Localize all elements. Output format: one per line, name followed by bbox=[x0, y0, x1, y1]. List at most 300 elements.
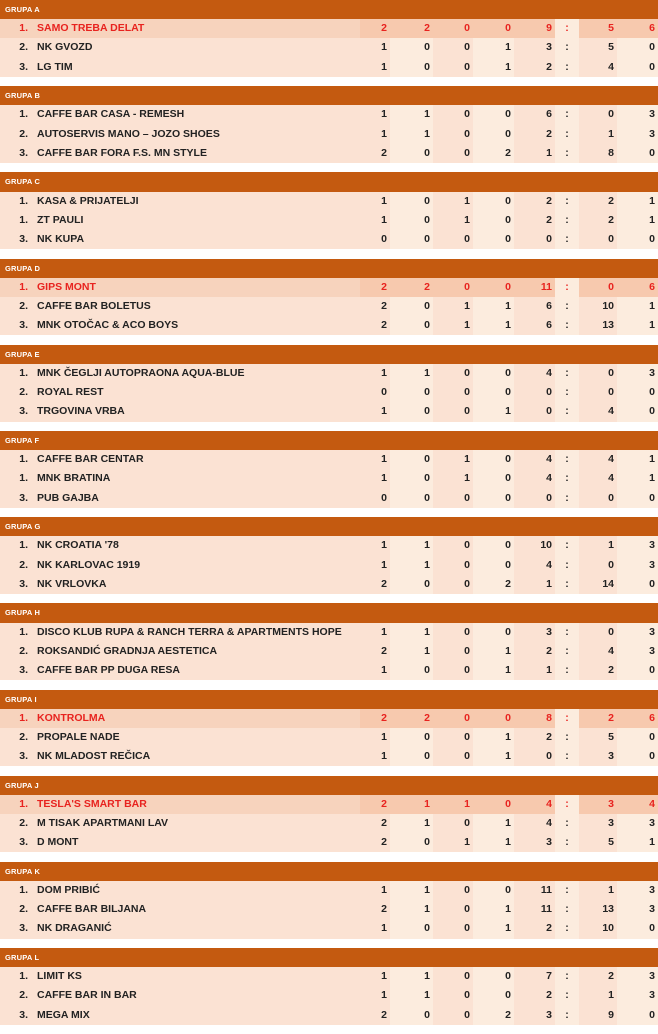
goals-for-cell: 3 bbox=[514, 1006, 555, 1025]
group-table bbox=[0, 0, 658, 86]
stat-cell: 0 bbox=[390, 450, 433, 469]
table-row bbox=[0, 105, 658, 124]
points-cell: 3 bbox=[617, 556, 658, 575]
goals-against-cell: 5 bbox=[579, 833, 617, 852]
group-title: GRUPA D bbox=[5, 263, 41, 273]
group-title: GRUPA F bbox=[5, 435, 40, 445]
rank-cell: 1. bbox=[0, 211, 31, 230]
goals-for-cell: 2 bbox=[514, 642, 555, 661]
goals-for-cell: 9 bbox=[514, 19, 555, 38]
group-header bbox=[0, 345, 658, 364]
rank-cell: 1. bbox=[0, 105, 31, 124]
rank-cell: 3. bbox=[0, 58, 31, 77]
group-header bbox=[0, 862, 658, 881]
score-separator: : bbox=[555, 364, 579, 383]
goals-for-cell: 2 bbox=[514, 192, 555, 211]
stat-cell: 1 bbox=[360, 58, 390, 77]
team-name-cell: CAFFE BAR BOLETUS bbox=[31, 297, 360, 316]
table-row bbox=[0, 469, 658, 488]
goals-against-cell: 0 bbox=[579, 230, 617, 249]
score-separator: : bbox=[555, 575, 579, 594]
stat-cell: 1 bbox=[360, 728, 390, 747]
stat-cell: 1 bbox=[360, 364, 390, 383]
stat-cell: 1 bbox=[360, 469, 390, 488]
stat-cell: 1 bbox=[473, 661, 514, 680]
stat-cell: 2 bbox=[360, 316, 390, 335]
group-title: GRUPA I bbox=[5, 694, 37, 704]
rank-cell: 3. bbox=[0, 575, 31, 594]
group-header bbox=[0, 517, 658, 536]
table-row bbox=[0, 402, 658, 421]
goals-for-cell: 11 bbox=[514, 881, 555, 900]
stat-cell: 0 bbox=[390, 192, 433, 211]
stat-cell: 1 bbox=[473, 297, 514, 316]
goals-against-cell: 2 bbox=[579, 709, 617, 728]
stat-cell: 0 bbox=[473, 795, 514, 814]
rank-cell: 2. bbox=[0, 986, 31, 1005]
group-table bbox=[0, 431, 658, 517]
goals-against-cell: 13 bbox=[579, 900, 617, 919]
table-row bbox=[0, 230, 658, 249]
group-header bbox=[0, 603, 658, 622]
team-name-cell: NK KUPA bbox=[31, 230, 360, 249]
stat-cell: 1 bbox=[473, 402, 514, 421]
stat-cell: 1 bbox=[390, 364, 433, 383]
stat-cell: 1 bbox=[360, 881, 390, 900]
rank-cell: 3. bbox=[0, 747, 31, 766]
stat-cell: 0 bbox=[390, 489, 433, 508]
rank-cell: 3. bbox=[0, 919, 31, 938]
points-cell: 1 bbox=[617, 192, 658, 211]
stat-cell: 1 bbox=[433, 211, 473, 230]
group-table bbox=[0, 862, 658, 948]
group-title: GRUPA C bbox=[5, 177, 41, 187]
score-separator: : bbox=[555, 383, 579, 402]
stat-cell: 0 bbox=[433, 814, 473, 833]
rank-cell: 2. bbox=[0, 900, 31, 919]
points-cell: 4 bbox=[617, 795, 658, 814]
goals-for-cell: 1 bbox=[514, 575, 555, 594]
score-separator: : bbox=[555, 211, 579, 230]
score-separator: : bbox=[555, 795, 579, 814]
stat-cell: 1 bbox=[360, 661, 390, 680]
stat-cell: 1 bbox=[360, 919, 390, 938]
points-cell: 0 bbox=[617, 58, 658, 77]
score-separator: : bbox=[555, 728, 579, 747]
goals-for-cell: 4 bbox=[514, 450, 555, 469]
goals-for-cell: 4 bbox=[514, 814, 555, 833]
team-name-cell: CAFFE BAR CASA - REMESH bbox=[31, 105, 360, 124]
group-title: GRUPA G bbox=[5, 522, 41, 532]
goals-for-cell: 2 bbox=[514, 125, 555, 144]
table-row bbox=[0, 125, 658, 144]
goals-for-cell: 4 bbox=[514, 469, 555, 488]
table-row bbox=[0, 489, 658, 508]
stat-cell: 0 bbox=[433, 105, 473, 124]
stat-cell: 0 bbox=[433, 728, 473, 747]
goals-against-cell: 0 bbox=[579, 364, 617, 383]
table-row bbox=[0, 642, 658, 661]
team-name-cell: NK KARLOVAC 1919 bbox=[31, 556, 360, 575]
stat-cell: 0 bbox=[473, 469, 514, 488]
group-title: GRUPA K bbox=[5, 866, 41, 876]
stat-cell: 0 bbox=[433, 125, 473, 144]
stat-cell: 0 bbox=[473, 125, 514, 144]
goals-for-cell: 2 bbox=[514, 211, 555, 230]
table-row bbox=[0, 383, 658, 402]
goals-for-cell: 2 bbox=[514, 58, 555, 77]
goals-against-cell: 2 bbox=[579, 967, 617, 986]
stat-cell: 0 bbox=[390, 402, 433, 421]
stat-cell: 1 bbox=[433, 469, 473, 488]
stat-cell: 0 bbox=[390, 1006, 433, 1025]
stat-cell: 0 bbox=[433, 364, 473, 383]
stat-cell: 0 bbox=[473, 881, 514, 900]
stat-cell: 0 bbox=[433, 58, 473, 77]
goals-for-cell: 2 bbox=[514, 986, 555, 1005]
stat-cell: 1 bbox=[390, 795, 433, 814]
stat-cell: 0 bbox=[473, 967, 514, 986]
goals-for-cell: 2 bbox=[514, 919, 555, 938]
table-row bbox=[0, 1006, 658, 1025]
goals-for-cell: 4 bbox=[514, 364, 555, 383]
points-cell: 3 bbox=[617, 105, 658, 124]
goals-for-cell: 6 bbox=[514, 105, 555, 124]
rank-cell: 3. bbox=[0, 144, 31, 163]
score-separator: : bbox=[555, 1006, 579, 1025]
rank-cell: 2. bbox=[0, 125, 31, 144]
rank-cell: 1. bbox=[0, 623, 31, 642]
group-title: GRUPA E bbox=[5, 349, 40, 359]
score-separator: : bbox=[555, 19, 579, 38]
goals-for-cell: 3 bbox=[514, 623, 555, 642]
points-cell: 1 bbox=[617, 211, 658, 230]
score-separator: : bbox=[555, 623, 579, 642]
table-row bbox=[0, 536, 658, 555]
stat-cell: 0 bbox=[390, 230, 433, 249]
goals-against-cell: 1 bbox=[579, 125, 617, 144]
group-table bbox=[0, 517, 658, 603]
team-name-cell: NK DRAGANIĆ bbox=[31, 919, 360, 938]
group-header bbox=[0, 0, 658, 19]
stat-cell: 0 bbox=[390, 661, 433, 680]
stat-cell: 0 bbox=[433, 919, 473, 938]
stat-cell: 2 bbox=[360, 795, 390, 814]
stat-cell: 0 bbox=[433, 402, 473, 421]
stat-cell: 1 bbox=[390, 967, 433, 986]
goals-against-cell: 3 bbox=[579, 795, 617, 814]
team-name-cell: TRGOVINA VRBA bbox=[31, 402, 360, 421]
table-row bbox=[0, 709, 658, 728]
rank-cell: 3. bbox=[0, 661, 31, 680]
stat-cell: 1 bbox=[390, 900, 433, 919]
table-row bbox=[0, 19, 658, 38]
stat-cell: 0 bbox=[473, 623, 514, 642]
goals-against-cell: 4 bbox=[579, 469, 617, 488]
stat-cell: 0 bbox=[433, 900, 473, 919]
score-separator: : bbox=[555, 881, 579, 900]
points-cell: 0 bbox=[617, 661, 658, 680]
stat-cell: 0 bbox=[390, 469, 433, 488]
stat-cell: 1 bbox=[473, 814, 514, 833]
stat-cell: 1 bbox=[433, 192, 473, 211]
stat-cell: 1 bbox=[473, 316, 514, 335]
rank-cell: 1. bbox=[0, 364, 31, 383]
score-separator: : bbox=[555, 900, 579, 919]
goals-against-cell: 0 bbox=[579, 623, 617, 642]
stat-cell: 1 bbox=[390, 105, 433, 124]
table-row bbox=[0, 38, 658, 57]
table-row bbox=[0, 900, 658, 919]
table-row bbox=[0, 211, 658, 230]
goals-against-cell: 10 bbox=[579, 297, 617, 316]
rank-cell: 2. bbox=[0, 642, 31, 661]
score-separator: : bbox=[555, 709, 579, 728]
stat-cell: 0 bbox=[433, 144, 473, 163]
table-row bbox=[0, 728, 658, 747]
stat-cell: 1 bbox=[390, 986, 433, 1005]
team-name-cell: D MONT bbox=[31, 833, 360, 852]
stat-cell: 1 bbox=[360, 105, 390, 124]
table-row bbox=[0, 967, 658, 986]
table-row bbox=[0, 144, 658, 163]
stat-cell: 1 bbox=[473, 900, 514, 919]
group-table bbox=[0, 86, 658, 172]
score-separator: : bbox=[555, 38, 579, 57]
stat-cell: 1 bbox=[473, 833, 514, 852]
goals-against-cell: 5 bbox=[579, 728, 617, 747]
group-title: GRUPA L bbox=[5, 953, 40, 963]
points-cell: 0 bbox=[617, 144, 658, 163]
rank-cell: 2. bbox=[0, 38, 31, 57]
stat-cell: 1 bbox=[390, 125, 433, 144]
stat-cell: 0 bbox=[433, 661, 473, 680]
stat-cell: 0 bbox=[433, 709, 473, 728]
stat-cell: 2 bbox=[360, 575, 390, 594]
points-cell: 3 bbox=[617, 881, 658, 900]
stat-cell: 0 bbox=[473, 364, 514, 383]
points-cell: 0 bbox=[617, 383, 658, 402]
stat-cell: 0 bbox=[473, 536, 514, 555]
rank-cell: 3. bbox=[0, 833, 31, 852]
stat-cell: 2 bbox=[360, 297, 390, 316]
stat-cell: 1 bbox=[390, 623, 433, 642]
goals-against-cell: 10 bbox=[579, 919, 617, 938]
goals-against-cell: 0 bbox=[579, 556, 617, 575]
team-name-cell: MEGA MIX bbox=[31, 1006, 360, 1025]
stat-cell: 2 bbox=[390, 19, 433, 38]
table-row bbox=[0, 814, 658, 833]
stat-cell: 2 bbox=[360, 833, 390, 852]
table-row bbox=[0, 297, 658, 316]
stat-cell: 1 bbox=[433, 795, 473, 814]
score-separator: : bbox=[555, 833, 579, 852]
points-cell: 0 bbox=[617, 919, 658, 938]
team-name-cell: NK MLADOST REČICA bbox=[31, 747, 360, 766]
table-row bbox=[0, 556, 658, 575]
goals-for-cell: 2 bbox=[514, 728, 555, 747]
group-table bbox=[0, 948, 658, 1034]
table-row bbox=[0, 58, 658, 77]
points-cell: 0 bbox=[617, 747, 658, 766]
goals-against-cell: 4 bbox=[579, 58, 617, 77]
stat-cell: 0 bbox=[390, 728, 433, 747]
stat-cell: 0 bbox=[390, 58, 433, 77]
group-title: GRUPA J bbox=[5, 780, 39, 790]
stat-cell: 0 bbox=[433, 19, 473, 38]
points-cell: 0 bbox=[617, 575, 658, 594]
points-cell: 0 bbox=[617, 402, 658, 421]
stat-cell: 0 bbox=[433, 38, 473, 57]
stat-cell: 1 bbox=[390, 556, 433, 575]
stat-cell: 0 bbox=[433, 536, 473, 555]
rank-cell: 1. bbox=[0, 19, 31, 38]
stat-cell: 0 bbox=[360, 383, 390, 402]
table-row bbox=[0, 795, 658, 814]
score-separator: : bbox=[555, 316, 579, 335]
stat-cell: 1 bbox=[390, 881, 433, 900]
stat-cell: 1 bbox=[390, 814, 433, 833]
team-name-cell: ZT PAULI bbox=[31, 211, 360, 230]
score-separator: : bbox=[555, 230, 579, 249]
goals-against-cell: 5 bbox=[579, 19, 617, 38]
points-cell: 3 bbox=[617, 642, 658, 661]
points-cell: 1 bbox=[617, 450, 658, 469]
stat-cell: 0 bbox=[473, 986, 514, 1005]
stat-cell: 0 bbox=[473, 211, 514, 230]
stat-cell: 0 bbox=[473, 230, 514, 249]
stat-cell: 1 bbox=[390, 536, 433, 555]
rank-cell: 3. bbox=[0, 316, 31, 335]
stat-cell: 0 bbox=[473, 489, 514, 508]
goals-against-cell: 1 bbox=[579, 881, 617, 900]
stat-cell: 2 bbox=[360, 642, 390, 661]
team-name-cell: DISCO KLUB RUPA & RANCH TERRA & APARTMENTS HOPE bbox=[31, 623, 360, 642]
group-title: GRUPA B bbox=[5, 91, 41, 101]
goals-for-cell: 0 bbox=[514, 489, 555, 508]
stat-cell: 1 bbox=[360, 623, 390, 642]
stat-cell: 1 bbox=[473, 58, 514, 77]
points-cell: 3 bbox=[617, 364, 658, 383]
stat-cell: 0 bbox=[390, 144, 433, 163]
goals-against-cell: 8 bbox=[579, 144, 617, 163]
group-header bbox=[0, 172, 658, 191]
score-separator: : bbox=[555, 556, 579, 575]
rank-cell: 1. bbox=[0, 709, 31, 728]
goals-for-cell: 6 bbox=[514, 316, 555, 335]
stat-cell: 1 bbox=[390, 642, 433, 661]
rank-cell: 2. bbox=[0, 383, 31, 402]
rank-cell: 2. bbox=[0, 814, 31, 833]
rank-cell: 2. bbox=[0, 556, 31, 575]
stat-cell: 1 bbox=[360, 556, 390, 575]
group-header bbox=[0, 690, 658, 709]
team-name-cell: AUTOSERVIS MANO – JOZO SHOES bbox=[31, 125, 360, 144]
team-name-cell: PROPALE NADE bbox=[31, 728, 360, 747]
score-separator: : bbox=[555, 297, 579, 316]
stat-cell: 0 bbox=[390, 297, 433, 316]
stat-cell: 0 bbox=[360, 489, 390, 508]
score-separator: : bbox=[555, 278, 579, 297]
points-cell: 0 bbox=[617, 230, 658, 249]
stat-cell: 2 bbox=[360, 814, 390, 833]
stat-cell: 0 bbox=[433, 967, 473, 986]
stat-cell: 1 bbox=[473, 747, 514, 766]
stat-cell: 0 bbox=[433, 278, 473, 297]
stat-cell: 0 bbox=[390, 747, 433, 766]
score-separator: : bbox=[555, 58, 579, 77]
table-row bbox=[0, 661, 658, 680]
stat-cell: 1 bbox=[433, 316, 473, 335]
stat-cell: 0 bbox=[390, 38, 433, 57]
team-name-cell: CAFFE BAR PP DUGA RESA bbox=[31, 661, 360, 680]
goals-for-cell: 1 bbox=[514, 661, 555, 680]
rank-cell: 3. bbox=[0, 402, 31, 421]
stat-cell: 1 bbox=[360, 192, 390, 211]
score-separator: : bbox=[555, 967, 579, 986]
stat-cell: 0 bbox=[433, 623, 473, 642]
goals-against-cell: 4 bbox=[579, 642, 617, 661]
stat-cell: 0 bbox=[433, 881, 473, 900]
goals-against-cell: 2 bbox=[579, 192, 617, 211]
score-separator: : bbox=[555, 536, 579, 555]
stat-cell: 1 bbox=[433, 833, 473, 852]
goals-for-cell: 11 bbox=[514, 900, 555, 919]
goals-for-cell: 3 bbox=[514, 38, 555, 57]
stat-cell: 2 bbox=[360, 709, 390, 728]
group-table bbox=[0, 603, 658, 689]
rank-cell: 2. bbox=[0, 728, 31, 747]
group-header bbox=[0, 431, 658, 450]
team-name-cell: NK GVOZD bbox=[31, 38, 360, 57]
table-row bbox=[0, 192, 658, 211]
score-separator: : bbox=[555, 919, 579, 938]
team-name-cell: CAFFE BAR BILJANA bbox=[31, 900, 360, 919]
stat-cell: 2 bbox=[473, 1006, 514, 1025]
stat-cell: 1 bbox=[473, 38, 514, 57]
group-table bbox=[0, 690, 658, 776]
team-name-cell: CAFFE BAR FORA F.S. MN STYLE bbox=[31, 144, 360, 163]
goals-for-cell: 4 bbox=[514, 795, 555, 814]
team-name-cell: LG TIM bbox=[31, 58, 360, 77]
table-row bbox=[0, 833, 658, 852]
goals-for-cell: 10 bbox=[514, 536, 555, 555]
stat-cell: 0 bbox=[433, 575, 473, 594]
points-cell: 0 bbox=[617, 728, 658, 747]
stat-cell: 2 bbox=[360, 278, 390, 297]
rank-cell: 3. bbox=[0, 230, 31, 249]
goals-for-cell: 1 bbox=[514, 144, 555, 163]
stat-cell: 0 bbox=[473, 383, 514, 402]
stat-cell: 0 bbox=[433, 556, 473, 575]
stat-cell: 2 bbox=[473, 144, 514, 163]
stat-cell: 0 bbox=[433, 986, 473, 1005]
stat-cell: 2 bbox=[390, 278, 433, 297]
stat-cell: 0 bbox=[433, 489, 473, 508]
team-name-cell: DOM PRIBIĆ bbox=[31, 881, 360, 900]
score-separator: : bbox=[555, 144, 579, 163]
team-name-cell: MNK BRATINA bbox=[31, 469, 360, 488]
team-name-cell: CAFFE BAR IN BAR bbox=[31, 986, 360, 1005]
goals-for-cell: 6 bbox=[514, 297, 555, 316]
team-name-cell: LIMIT KS bbox=[31, 967, 360, 986]
stat-cell: 1 bbox=[473, 642, 514, 661]
score-separator: : bbox=[555, 450, 579, 469]
stat-cell: 2 bbox=[360, 19, 390, 38]
goals-for-cell: 0 bbox=[514, 230, 555, 249]
goals-for-cell: 3 bbox=[514, 833, 555, 852]
table-row bbox=[0, 278, 658, 297]
